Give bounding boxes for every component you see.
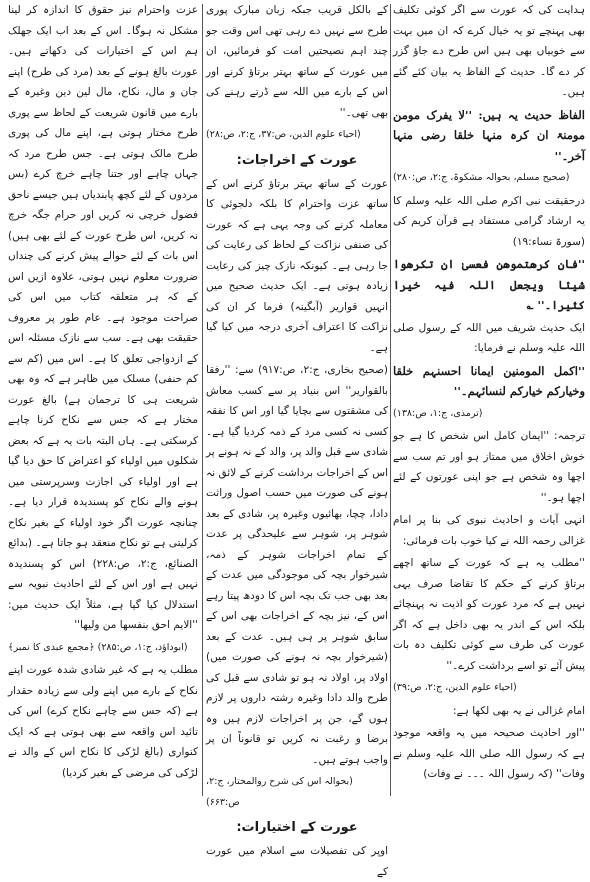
citation: (ترمذی، ج:۱، ص:۱۳۸) [393, 407, 483, 419]
citation: (ابوداؤد، ج:۱، ص:۲۸۵) ﴿مجمع عبدی کا نمبر﴾ [8, 641, 188, 653]
citation: (بحوالہ اس کی شرح روالمحتار، ج:۲، ص:۶۶۳) [206, 776, 353, 808]
paragraph: مطلب یہ ہے کہ غیر شادی شدہ عورت اپنے نکاح کے بارے میں اپنے ولی سے زیادہ حقدار ہے (کہ جس سے چاہے نکاح کرے) اس کی تائید اس واقعہ سے بھی ہوتی ہے کہ ایک کنواری (بالغ لڑکی کا نکاح اس کے والد نے لڑکی کی مرضی کے بغیر کردیا) [8, 664, 198, 779]
quran-quote: ''فان کرھتموھن فعسیٰ ان تکرھوا شیئا ویجعل اللہ فیہ خیرا کثیرا۔'' ؎ [393, 257, 585, 312]
hadith-quote: ''اکمل المومنین ایمانا احسنہم خلقا وخیارکم خیارکم لنسائہم۔'' [393, 363, 585, 398]
citation: (صحیح مسلم، بحوالہ مشکوۃ، ج:۲، ص:۲۸۰) [393, 172, 570, 183]
paragraph: ترجمہ: ''ایمان کامل اس شخص کا ہے جو خوش اخلاق میں ممتاز ہو اور تم سب سے اچھا وہ شخص ہے جو اپنی عورتوں کے لئے اچھا ہو۔'' [393, 430, 585, 504]
paragraph: (صحیح بخاری، ج:۲، ص:۹۱۷) سے: ''رفقا بالقوارير'' اس بنیاد پر سے کسب معاش کی مشقتوں سے بچایا گیا اور اس کا نفقہ کسی نہ کسی مرد کے ذمہ کردیا گیا ہے۔ شادی سے قبل والد پر، والد کے نہ ہونے پر اس کے اخراجات برداشت کرنے کے لائق نہ ہونے کی صورت میں حسب اصول وراثت دادا، چچا، بھائیوں وغیرہ پر، شادی کے بعد شوہر پر، شوہر سے علیحدگی پر عدت کے تمام اخراجات شوہر کے ذمہ، شیرخوار بچہ کی موجودگی میں عدت کے بعد بھی جب تک بچہ اس کا دودھ پیتا رہے اس کے، نیز بچہ کے اخراجات بھی اس کے سابق شوہر پر ہی ہیں۔ عدت کے بعد (شیرخوار بچہ نہ ہونے کی صورت میں) اولاد پر، اولاد نہ ہو تو شادی سے قبل کی طرح والد دادا وغیرہ رشتہ داروں پر لازم ہوں گے، جن پر اخراجات لازم ہیں وہ برضا و رغبت نہ کریں تو قانوناً ان پر واجب ہوتے ہیں۔ [206, 364, 388, 766]
text-column-left [8, 0, 198, 800]
paragraph: امام غزالی نے یہ بھی لکھا ہے: [453, 704, 585, 717]
section-heading: عورت کے اختیارات: [236, 820, 358, 835]
text-column-right [393, 0, 585, 800]
quote: ''مطلب یہ ہے کہ عورت کے ساتھ اچھے برتاؤ کرنے کے حکم کا تقاضا صرف یہی نہیں ہے کہ مرد عورت کو اذیت نہ پہنچائے بلکہ اس کے اندر یہ بھی داخل ہے کہ اگر عورت کی طرف سے کوئی تکلیف دہ بات پیش آئے تو اسے برداشت کرے۔'' [393, 557, 585, 672]
quote: ''اور احادیث صحیحہ میں یہ واقعہ موجود ہے کہ رسول اللہ صلی اللہ علیہ وسلم نے وفات'' (کہ رسول اللہ ۔۔۔ نے وفات) [393, 727, 585, 780]
hadith-quote: الفاظ حدیث یہ ہیں: ''لا یفرک مومن مومنۃ ان کرہ منہا خلقا رضی منہا آخر۔'' [393, 107, 585, 163]
citation: (احیاء علوم الدین، ص:۳۷، ج:۲، ص:۲۸) [206, 129, 361, 140]
paragraph: اوپر کی تفصیلات سے اسلام میں عورت کے [206, 845, 388, 878]
column-divider [202, 4, 203, 796]
column-divider [390, 4, 391, 796]
paragraph: ہدایت کی کہ عورت سے اگر کوئی تکلیف بھی پہنچے تو یہ خیال کرے کہ ان میں بہت سے خوبیاں بھی ہیں اس طرح دے جاؤ گزر کر دے گا۔ حدیث کے الفاظ یہ بیان کئے گئے ہیں۔ [393, 4, 585, 98]
section-heading: عورت کے اخراجات: [236, 152, 358, 168]
paragraph: عزت واحترام نیز حقوق کا اندازہ کر لینا مشکل نہ ہوگا۔ اس کے بعد اب ایک جھلک ہم اس کے اختیارات کی دکھاتے ہیں۔ عورت بالغ ہونے کے بعد (مرد کی طرح) اپنے جان و مال، نکاح، مال لین دین وغیرہ کے بارے میں قانون شریعت کے لحاظ سے پوری طرح مختار ہوتی ہے، اپنے مال کی پوری طرح مالک ہوتی ہے۔ جس طرح مرد کہ جہاں چاہے اور جتنا چاہے خرچ کرے (بس مردوں کے لئے کچھ پابندیاں ہیں جیسے ناحق فضول خرچی نہ کریں اور حرام جگہ خرچ نہ کریں، اس طرح عورت کے لئے بھی ہیں) اس بات کے لئے حوالے پیش کرنے کی چنداں ضرورت معلوم نہیں ہوتی، علاوہ ازیں اس کے کہ ہر متعلقہ کتاب میں اس کی صراحت موجود ہے۔ عام طور پر معروف حقیقت بھی ہے۔ سب سے نازک مسئلہ اس کے ازدواجی تعلق کا ہے۔ اس میں (کم سے کم حنفی) مسلک میں ظاہر ہے کہ وہ بھی شریعت ہی کا ترجمان ہے) بالغ عورت مختار ہے کہ جس سے نکاح کرنا چاہے کرسکتی ہے۔ ہاں البتہ بات یہ ہے کہ بعض شکلوں میں اولیاء کو اعتراض کا حق دیا گیا ہے اور اولیاء کی اجازت وسرپرستی میں ہونے والے نکاح کو پسندیدہ قرار دیا ہے۔ چنانچہ عورت اگر خود اولیاء کے بغیر نکاح کرلیتی ہے تو نکاح منعقد ہو جاتا ہے۔ (بدائع الصنائع، ج:۲، ص:۲۲۸) اس کو پسندیدہ نہیں ہے اور اس کے لئے احادیث نبویہ سے استدلال کیا گیا ہے، مثلاً ایک حدیث میں: ''الایم احق بنفسها من وليها'' [8, 4, 198, 631]
paragraph: درحقیقت نبی اکرم صلی اللہ علیہ وسلم کا یہ ارشاد گرامی مستفاد ہے قرآن کریم کی (سورۃ نساء:۱۹) [393, 194, 585, 248]
paragraph: کے بالکل قریب جبکہ زبان مبارک پوری طرح سے نہیں دے رہی تھی اس وقت جو چند اہم نصیحتیں امت کو فرمائیں، ان میں عورت کے ساتھ بہتر برتاؤ کرنے اور اس کے بارے میں اللہ سے ڈرتے رہنے کی بھی تھی۔'' [206, 4, 388, 119]
citation: (احیاء علوم الدین، ج:۲، ص:۳۹) [393, 682, 517, 693]
text-column-middle [206, 0, 388, 878]
paragraph: عورت کے ساتھ بہتر برتاؤ کرنے اس کے ساتھ عزت واحترام کا بلکہ دلجوئی کا معاملہ کرنے کی وجہ یہی ہے کہ عورت کی صنفی نزاکت کے لحاظ کی رعایت کی جا رہی ہے۔ کیونکہ نازک چیز کی رعایت زیادہ ہوتی ہے۔ ایک حدیث صحیح میں انہیں قواریر (آبگینہ) فرما کر ان کی نزاکت کا اعتراف آخری درجہ میں کیا گیا ہے۔ [206, 177, 388, 354]
paragraph: ایک حدیث شریف میں اللہ کے رسول صلی اللہ علیہ وسلم نے فرمایا: [393, 321, 585, 354]
paragraph: انہی آیات و احادیث نبوی کی بنا پر امام غزالی رحمہ اللہ نے کیا خوب بات فرمائی: [393, 514, 585, 547]
